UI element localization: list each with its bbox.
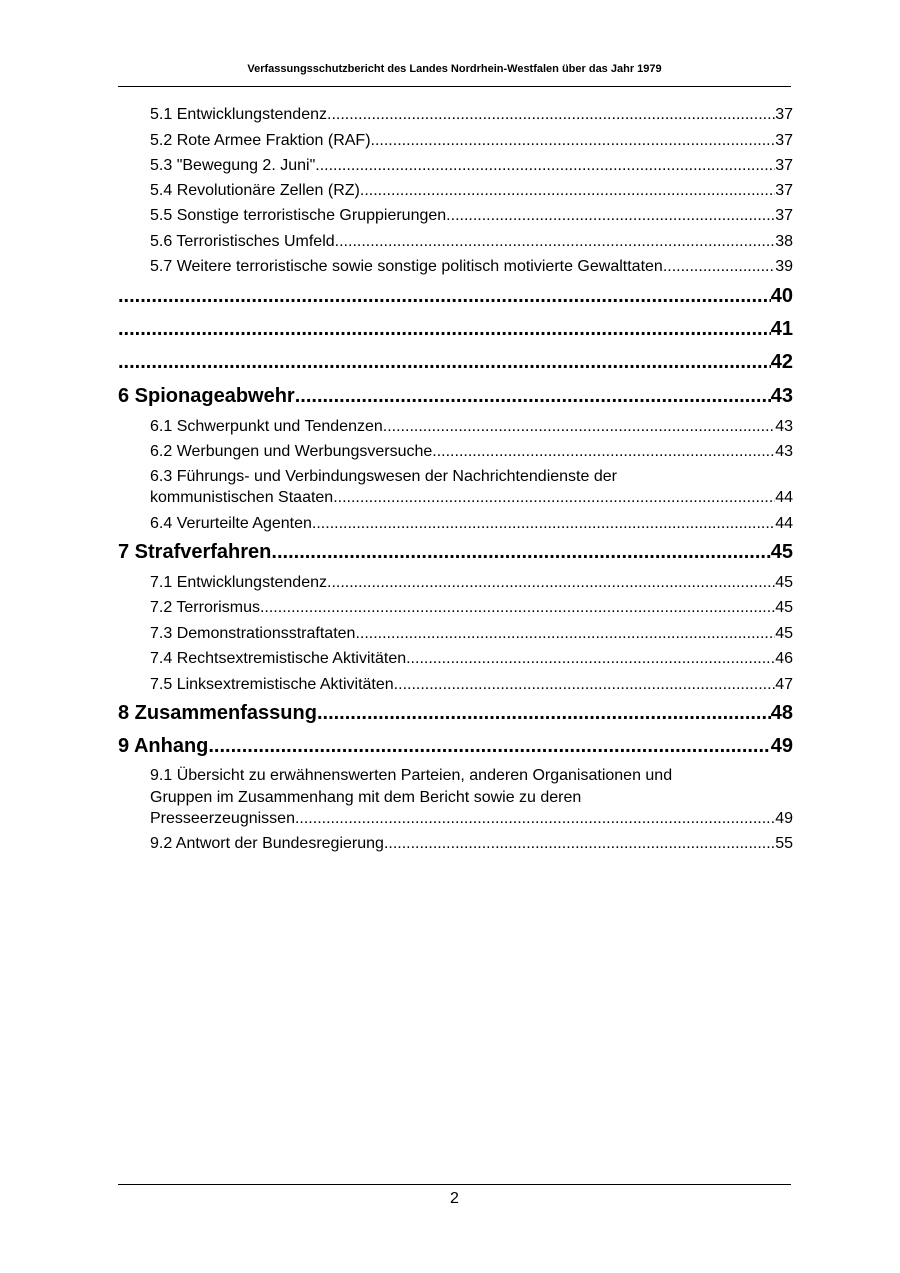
dot-leader	[295, 810, 775, 828]
toc-entry-page: 42	[770, 351, 793, 373]
toc-entry-7-5[interactable]	[150, 676, 793, 694]
toc-entry-label: 5.1 Entwicklungstendenz	[150, 106, 327, 123]
toc-entry-page: 43	[770, 385, 793, 407]
toc-entry-label: 5.4 Revolutionäre Zellen (RZ)	[150, 182, 360, 199]
toc-entry-page: 38	[775, 233, 793, 250]
toc-entry-page-42[interactable]	[118, 351, 793, 374]
toc-entry-label: 5.5 Sonstige terroristische Gruppierungen	[150, 207, 447, 224]
dot-leader	[208, 735, 770, 758]
toc-entry-label: 5.6 Terroristisches Umfeld	[150, 233, 335, 250]
toc-entry-5-1[interactable]	[150, 106, 793, 124]
dot-leader	[360, 182, 775, 200]
toc-entry-7-3[interactable]	[150, 625, 793, 643]
toc-entry-label: 7.3 Demonstrationsstraftaten	[150, 625, 356, 642]
toc-chapter-label: 6 Spionageabwehr	[118, 385, 295, 407]
dot-leader	[333, 489, 775, 507]
toc-entry-9-1-line1: 9.1 Übersicht zu erwähnenswerten Parteien, anderen Organisationen und	[150, 767, 673, 784]
toc-chapter-7[interactable]	[118, 541, 793, 564]
dot-leader	[406, 650, 775, 668]
toc-entry-page: 44	[775, 515, 793, 532]
toc-entry-page: 43	[775, 418, 793, 435]
toc-entry-5-3[interactable]	[150, 157, 793, 175]
dot-leader	[317, 702, 771, 725]
dot-leader	[355, 625, 775, 643]
toc-entry-5-5[interactable]	[150, 207, 793, 225]
toc-entry-page: 45	[770, 541, 793, 563]
toc-entry-page: 49	[770, 735, 793, 757]
toc-chapter-label: 7 Strafverfahren	[118, 541, 272, 563]
toc-entry-page-41[interactable]	[118, 318, 793, 341]
toc-entry-page: 49	[775, 810, 793, 827]
toc-chapter-6[interactable]	[118, 385, 793, 408]
dot-leader	[371, 132, 776, 150]
dot-leader	[118, 285, 771, 308]
toc-entry-6-3[interactable]	[150, 489, 793, 507]
toc-entry-label: 7.2 Terrorismus	[150, 599, 260, 616]
toc-chapter-8[interactable]	[118, 702, 793, 725]
toc-entry-page: 37	[775, 157, 793, 174]
toc-entry-6-3-line1: 6.3 Führungs- und Verbindungswesen der Nachrichtendienste der	[150, 468, 617, 485]
dot-leader	[118, 318, 771, 341]
dot-leader	[295, 385, 771, 408]
toc-entry-label: 6.1 Schwerpunkt und Tendenzen	[150, 418, 383, 435]
toc-entry-label: 7.4 Rechtsextremistische Aktivitäten	[150, 650, 407, 667]
toc-entry-7-1[interactable]	[150, 574, 793, 592]
toc-entry-9-2[interactable]	[150, 835, 793, 853]
toc-entry-page: 40	[770, 285, 793, 307]
toc-entry-page: 37	[775, 207, 793, 224]
toc-chapter-label: 8 Zusammenfassung	[118, 702, 317, 724]
dot-leader	[327, 106, 775, 124]
dot-leader	[335, 233, 776, 251]
toc-entry-label: kommunistischen Staaten	[150, 489, 334, 506]
toc-entry-page-40[interactable]	[118, 285, 793, 308]
dot-leader	[118, 351, 771, 374]
toc-entry-page: 39	[775, 258, 793, 275]
toc-entry-label: 7.1 Entwicklungstendenz	[150, 574, 327, 591]
toc-entry-page: 45	[775, 625, 793, 642]
toc-entry-page: 45	[775, 599, 793, 616]
toc-entry-9-1-line2: Gruppen im Zusammenhang mit dem Bericht sowie zu deren	[150, 789, 582, 806]
dot-leader	[271, 541, 770, 564]
toc-entry-page: 37	[775, 106, 793, 123]
dot-leader	[446, 207, 775, 225]
toc-entry-label: 7.5 Linksextremistische Aktivitäten	[150, 676, 394, 693]
toc-entry-label: 5.2 Rote Armee Fraktion (RAF)	[150, 132, 371, 149]
toc-entry-page: 46	[775, 650, 793, 667]
running-header: Verfassungsschutzbericht des Landes Nordrhein-Westfalen über das Jahr 1979	[247, 63, 662, 75]
dot-leader	[315, 157, 775, 175]
toc-entry-label: 6.4 Verurteilte Agenten	[150, 515, 312, 532]
toc-entry-page: 43	[775, 443, 793, 460]
dot-leader	[432, 443, 775, 461]
dot-leader	[383, 418, 775, 436]
toc-entry-page: 45	[775, 574, 793, 591]
dot-leader	[384, 835, 775, 853]
toc-entry-page: 37	[775, 132, 793, 149]
toc-entry-label: 9.2 Antwort der Bundesregierung	[150, 835, 384, 852]
toc-entry-page: 37	[775, 182, 793, 199]
toc-entry-6-2[interactable]	[150, 443, 793, 461]
footer-divider	[118, 1184, 791, 1185]
dot-leader	[663, 258, 775, 276]
dot-leader	[260, 599, 775, 617]
toc-entry-label: 5.7 Weitere terroristische sowie sonstige politisch motivierte Gewalttaten	[150, 258, 663, 275]
toc-entry-label: 6.2 Werbungen und Werbungsversuche	[150, 443, 433, 460]
toc-entry-label: 5.3 "Bewegung 2. Juni"	[150, 157, 316, 174]
toc-entry-5-7[interactable]	[150, 258, 793, 276]
toc-entry-page: 41	[770, 318, 793, 340]
toc-entry-7-4[interactable]	[150, 650, 793, 668]
toc-entry-page: 55	[775, 835, 793, 852]
dot-leader	[327, 574, 775, 592]
toc-entry-5-4[interactable]	[150, 182, 793, 200]
toc-entry-5-6[interactable]	[150, 233, 793, 251]
toc-chapter-9[interactable]	[118, 735, 793, 758]
dot-leader	[312, 515, 775, 533]
toc-entry-label: Presseerzeugnissen	[150, 810, 295, 827]
toc-entry-page: 47	[775, 676, 793, 693]
toc-entry-7-2[interactable]	[150, 599, 793, 617]
toc-entry-page: 48	[770, 702, 793, 724]
toc-entry-6-4[interactable]	[150, 515, 793, 533]
toc-chapter-label: 9 Anhang	[118, 735, 209, 757]
toc-entry-6-1[interactable]	[150, 418, 793, 436]
toc-entry-9-1[interactable]	[150, 810, 793, 828]
dot-leader	[394, 676, 776, 694]
toc-entry-page: 44	[775, 489, 793, 506]
toc-entry-5-2[interactable]	[150, 132, 793, 150]
page-number: 2	[450, 1190, 459, 1207]
